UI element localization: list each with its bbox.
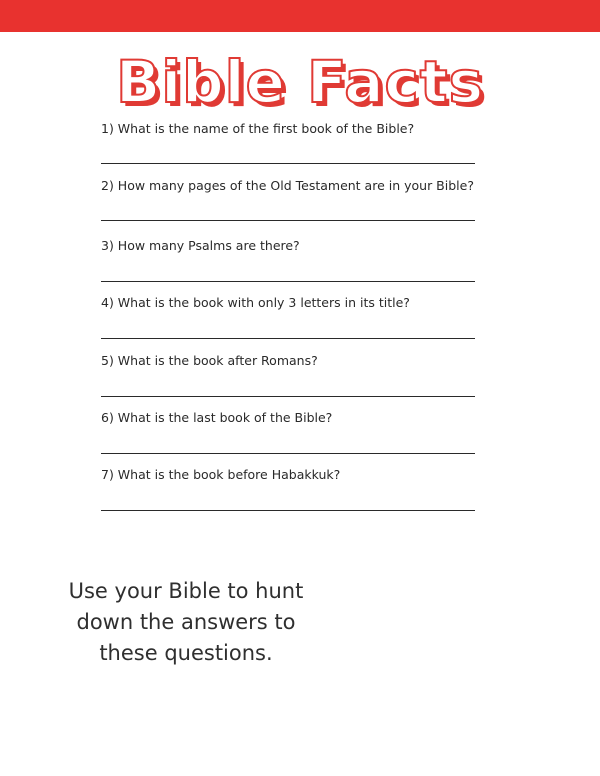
question-2: 2) How many pages of the Old Testament are in your Bible? [101,178,474,193]
answer-line-7 [101,510,475,511]
answer-line-4 [101,338,475,339]
answer-line-6 [101,453,475,454]
answer-line-3 [101,281,475,282]
answer-line-2 [101,220,475,221]
answer-line-5 [101,396,475,397]
question-3: 3) How many Psalms are there? [101,238,300,253]
answer-line-1 [101,163,475,164]
question-7: 7) What is the book before Habakkuk? [101,467,341,482]
top-header-band [0,0,600,32]
question-5: 5) What is the book after Romans? [101,353,318,368]
question-1: 1) What is the name of the first book of the Bible? [101,121,415,136]
question-4: 4) What is the book with only 3 letters in its title? [101,295,410,310]
page-title: Bible Facts [115,48,484,116]
question-6: 6) What is the last book of the Bible? [101,410,333,425]
instruction-note: Use your Bible to hunt down the answers to these questions. [68,579,304,665]
